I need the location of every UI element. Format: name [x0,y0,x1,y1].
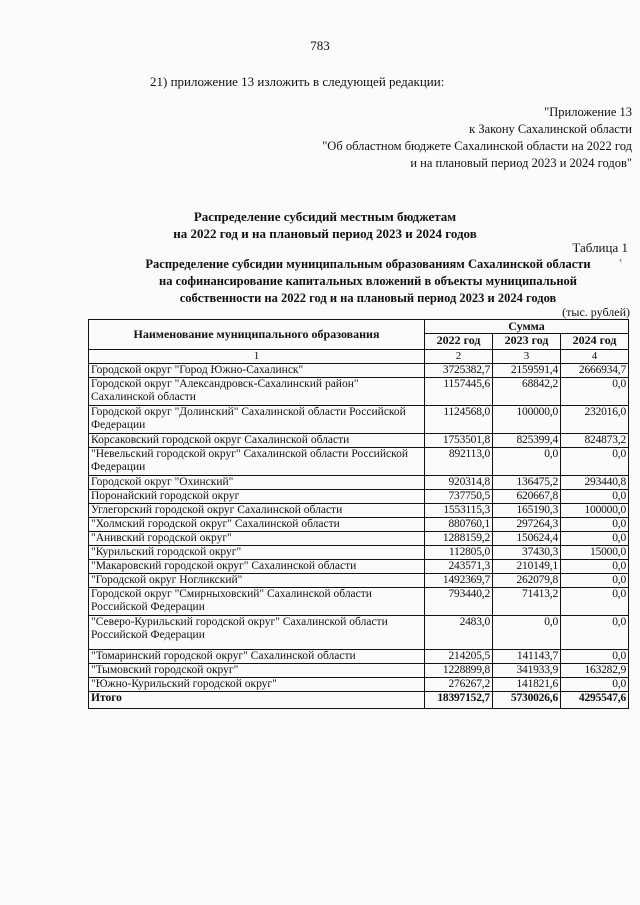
value-2022: 243571,3 [425,560,493,574]
units-label: (тыс. рублей) [562,305,630,319]
value-2024: 0,0 [561,560,629,574]
table-row [89,364,629,378]
table-row [89,532,629,546]
total-2022: 18397152,7 [425,692,493,709]
value-2023: 37430,3 [493,546,561,560]
municipality-name: Корсаковский городской округ Сахалинской области [89,434,425,448]
column-header-2022: 2022 год [425,334,493,350]
column-number: 2 [425,350,493,364]
column-number: 4 [561,350,629,364]
value-2023: 620667,8 [493,490,561,504]
value-2023: 825399,4 [493,434,561,448]
value-2022: 1553115,3 [425,504,493,518]
municipality-name: "Северо-Курильский городской округ" Сахалинской области Российской Федерации [89,616,425,650]
margin-mark: ‹ [619,255,623,266]
table-row [89,476,629,490]
municipality-name: Городской округ "Долинский" Сахалинской области Российской Федерации [89,406,425,434]
total-2023: 5730026,6 [493,692,561,709]
table-label: Таблица 1 [572,240,628,255]
table-title-line: Распределение субсидии муниципальным образованиям Сахалинской области [145,257,591,271]
value-2024: 0,0 [561,532,629,546]
municipality-name: "Невельский городской округ" Сахалинской области Российской Федерации [89,448,425,476]
municipality-name: "Макаровский городской округ" Сахалинской области [89,560,425,574]
municipality-name: "Южно-Курильский городской округ" [89,678,425,692]
table-row [89,616,629,650]
value-2024: 0,0 [561,518,629,532]
value-2024: 100000,0 [561,504,629,518]
value-2022: 1124568,0 [425,406,493,434]
table-row [89,448,629,476]
total-row [89,692,629,709]
value-2024: 0,0 [561,616,629,650]
municipality-name: "Холмский городской округ" Сахалинской области [89,518,425,532]
table-row [89,588,629,616]
value-2023: 210149,1 [493,560,561,574]
value-2024: 293440,8 [561,476,629,490]
value-2023: 341933,9 [493,664,561,678]
subsidy-table [88,319,629,709]
value-2024: 232016,0 [561,406,629,434]
value-2022: 1228899,8 [425,664,493,678]
value-2023: 100000,0 [493,406,561,434]
annex-line: и на плановый период 2023 и 2024 годов" [410,156,632,170]
table-row [89,504,629,518]
value-2022: 1157445,6 [425,378,493,406]
table-row [89,490,629,504]
total-label: Итого [89,692,425,709]
value-2024: 0,0 [561,378,629,406]
annex-line: к Закону Сахалинской области [469,122,632,136]
table-row [89,434,629,448]
municipality-name: "Анивский городской округ" [89,532,425,546]
value-2023: 150624,4 [493,532,561,546]
municipality-name: Городской округ "Александровск-Сахалинский район" Сахалинской области [89,378,425,406]
column-number: 3 [493,350,561,364]
municipality-name: Городской округ "Город Южно-Сахалинск" [89,364,425,378]
table-title-line: на софинансирование капитальных вложений в объекты муниципальной [159,274,577,288]
annex-line: "Приложение 13 [544,105,632,119]
table-row [89,650,629,664]
annex-line: "Об областном бюджете Сахалинской области на 2022 год [322,139,632,153]
value-2022: 2483,0 [425,616,493,650]
value-2024: 0,0 [561,650,629,664]
municipality-name: Поронайский городской округ [89,490,425,504]
value-2024: 0,0 [561,574,629,588]
column-header-name: Наименование муниципального образования [89,320,425,350]
value-2023: 2159591,4 [493,364,561,378]
municipality-name: "Курильский городской округ" [89,546,425,560]
value-2022: 1288159,2 [425,532,493,546]
table-row [89,574,629,588]
column-header-2024: 2024 год [561,334,629,350]
total-2024: 4295547,6 [561,692,629,709]
value-2022: 920314,8 [425,476,493,490]
municipality-name: "Городской округ Ногликский" [89,574,425,588]
column-header-sum: Сумма [425,320,629,334]
value-2022: 1492369,7 [425,574,493,588]
table-row [89,678,629,692]
value-2023: 0,0 [493,448,561,476]
value-2022: 737750,5 [425,490,493,504]
municipality-name: Городской округ "Смирныховский" Сахалинской области Российской Федерации [89,588,425,616]
page-number: 783 [310,38,330,53]
table-row [89,546,629,560]
value-2024: 2666934,7 [561,364,629,378]
annex-header [322,104,632,172]
table-row [89,560,629,574]
municipality-name: Городской округ "Охинский" [89,476,425,490]
column-header-2023: 2023 год [493,334,561,350]
value-2024: 0,0 [561,588,629,616]
value-2023: 136475,2 [493,476,561,490]
value-2022: 112805,0 [425,546,493,560]
municipality-name: "Томаринский городской округ" Сахалинской области [89,650,425,664]
table-row [89,406,629,434]
value-2023: 165190,3 [493,504,561,518]
table-row [89,378,629,406]
municipality-name: Углегорский городской округ Сахалинской области [89,504,425,518]
value-2022: 276267,2 [425,678,493,692]
value-2024: 163282,9 [561,664,629,678]
value-2023: 68842,2 [493,378,561,406]
value-2022: 3725382,7 [425,364,493,378]
table-title [108,256,628,307]
column-number-row [89,350,629,364]
value-2023: 141143,7 [493,650,561,664]
value-2023: 262079,8 [493,574,561,588]
value-2024: 824873,2 [561,434,629,448]
table-row [89,664,629,678]
value-2022: 214205,5 [425,650,493,664]
value-2024: 0,0 [561,448,629,476]
value-2022: 1753501,8 [425,434,493,448]
value-2024: 15000,0 [561,546,629,560]
main-title-line: на 2022 год и на плановый период 2023 и 2024 годов [173,226,477,241]
table-row [89,518,629,532]
value-2023: 71413,2 [493,588,561,616]
intro-text: 21) приложение 13 изложить в следующей редакции: [150,74,445,89]
value-2022: 880760,1 [425,518,493,532]
column-number: 1 [89,350,425,364]
main-title-line: Распределение субсидий местным бюджетам [193,209,457,224]
value-2022: 793440,2 [425,588,493,616]
value-2024: 0,0 [561,678,629,692]
value-2024: 0,0 [561,490,629,504]
municipality-name: "Тымовский городской округ" [89,664,425,678]
value-2023: 141821,6 [493,678,561,692]
value-2022: 892113,0 [425,448,493,476]
value-2023: 0,0 [493,616,561,650]
table-title-line: собственности на 2022 год и на плановый период 2023 и 2024 годов [179,291,557,305]
main-title [120,208,530,242]
value-2023: 297264,3 [493,518,561,532]
